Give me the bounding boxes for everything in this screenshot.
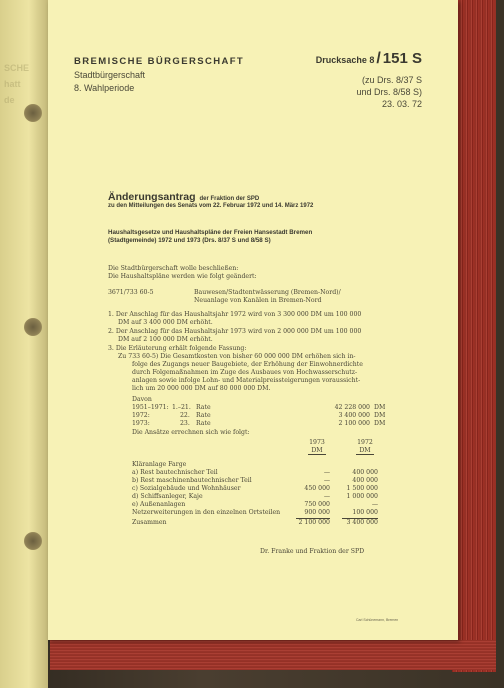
rate-number: 1.–21. [172,404,191,411]
table-cell-1973: — [323,493,330,500]
rate-year: 1972: [132,412,150,419]
rate-year: 1951–1971: [132,404,169,411]
table-section: Kläranlage Farge [132,461,187,468]
explanation-line: lich um 20 000 000 DM auf 80 000 000 DM. [132,385,271,392]
binder-ring [24,318,42,336]
drucksache-block [316,50,422,68]
item-desc: Neuanlage von Kanälen in Bremen-Nord [194,297,322,304]
rate-unit: DM [374,412,386,419]
davon-label: Davon [132,396,152,403]
title-sub: zu den Mitteilungen des Senats vom 22. Februar 1972 und 14. März 1972 [108,203,314,209]
table-row-label: e) Außenanlagen [132,501,186,508]
org-name: BREMISCHE BÜRGERSCHAFT [74,56,245,67]
rate-number: 22. [180,412,190,419]
printer-imprint: Carl Schünemann, Bremen [356,618,399,622]
table-cell-1973: 750 000 [304,501,330,508]
body-name: Stadtbürgerschaft [74,70,146,80]
explanation-line: Zu 733 60-5) Die Gesamtkosten von bisher 60 000 000 DM erhöhen sich in- [118,353,356,360]
intro-line: Die Haushaltspläne werden wie folgt geändert: [108,273,257,280]
explanation-line: folge des Zugangs neuer Baugebiete, der Erhöhung der Einwohnerdichte [132,361,363,368]
point-1: 1. Der Anschlag für das Haushaltsjahr 1972 wird von 3 300 000 DM um 100 000 [108,311,362,318]
topic-line: Haushaltsgesetze und Haushaltspläne der Freien Hansestadt Bremen [108,229,313,236]
period: 8. Wahlperiode [74,83,135,93]
table-row-label: Netzerweiterungen in den einzelnen Ortsteilen [132,509,281,516]
rate-number: 23. [180,420,190,427]
ref-line-2: und Drs. 8/58 S) [356,87,422,97]
point-1-cont: DM auf 3 400 000 DM erhöht. [118,319,213,326]
table-cell-1972: 1 000 000 [346,493,378,500]
item-desc: Bauwesen/Stadtentwässerung (Bremen-Nord)/ [194,289,341,296]
drucksache-number: 151 S [382,50,422,67]
intro-line: Die Stadtbürgerschaft wolle beschließen: [108,265,239,272]
col-unit-1973: DM [308,447,326,455]
table-cell-1972: 100 000 [352,509,378,516]
table-cell-1972: 400 000 [352,469,378,476]
table-cell-1973: — [323,477,330,484]
binder-ring [24,532,42,550]
total-1973: 2 100 000 [298,519,330,526]
table-row-label: c) Sozialgebäude und Wohnhäuser [132,485,241,492]
document-date: 23. 03. 72 [381,99,422,109]
ghost-line: hatt [4,79,21,89]
binder-left-page [0,0,48,688]
explanation-line: durch Folgemaßnahmen im Zuge des Ausbaues von Hochwasserschutz- [132,369,358,376]
binder-ring [24,104,42,122]
table-cell-1972: — [371,501,378,508]
total-label: Zusammen [132,519,167,526]
point-2: 2. Der Anschlag für das Haushaltsjahr 1973 wird von 2 000 000 DM um 100 000 [108,328,362,335]
table-row-label: b) Rest maschinenbautechnischer Teil [132,477,252,484]
ansaetze-label: Die Ansätze errechnen sich wie folgt: [132,429,250,436]
title-by: der Fraktion der SPD [199,196,260,202]
rate-unit: DM [374,420,386,427]
title-main: Änderungsantrag [108,191,196,203]
table-cell-1973: — [323,469,330,476]
rate-unit: DM [374,404,386,411]
explanation-line: anlagen sowie infolge Lohn- und Materialpreissteigerungen voraussicht- [132,377,361,384]
binder-red-bottom [50,640,496,670]
col-year-1973: 1973 [309,439,325,446]
table-row-label: a) Rest bautechnischer Teil [132,469,218,476]
document-page [48,0,458,640]
drucksache-label: Drucksache 8 [315,55,375,65]
signature: Dr. Franke und Fraktion der SPD [260,548,365,555]
table-cell-1972: 400 000 [352,477,378,484]
rate-amount: 2 100 000 [338,420,370,427]
table-row-label: d) Schiffsanleger, Kaje [132,493,203,500]
drucksache-slash: / [376,50,381,67]
rate-label: Rate [196,420,211,427]
item-code: 3671/733 60-5 [108,289,154,296]
point-2-cont: DM auf 2 100 000 DM erhöht. [118,336,213,343]
rate-amount: 42 228 000 [334,404,370,411]
col-unit-1972: DM [356,447,374,455]
binder-ghost-text [4,60,44,108]
table-cell-1973: 450 000 [304,485,330,492]
rate-label: Rate [196,412,211,419]
binder-red-edge [452,0,496,672]
table-cell-1973: 900 000 [304,509,330,516]
ref-line-1: (zu Drs. 8/37 S [361,75,422,85]
col-year-1972: 1972 [357,439,373,446]
ghost-line: SCHE [4,63,30,73]
rate-label: Rate [196,404,211,411]
total-1972: 3 400 000 [346,519,378,526]
topic-line: (Stadtgemeinde) 1972 und 1973 (Drs. 8/37 S und 8/58 S) [108,237,271,244]
point-3: 3. Die Erläuterung erhält folgende Fassung: [108,345,247,352]
rate-amount: 3 400 000 [338,412,370,419]
rate-year: 1973: [132,420,150,427]
table-cell-1972: 1 500 000 [346,485,378,492]
ghost-line: de [4,95,15,105]
